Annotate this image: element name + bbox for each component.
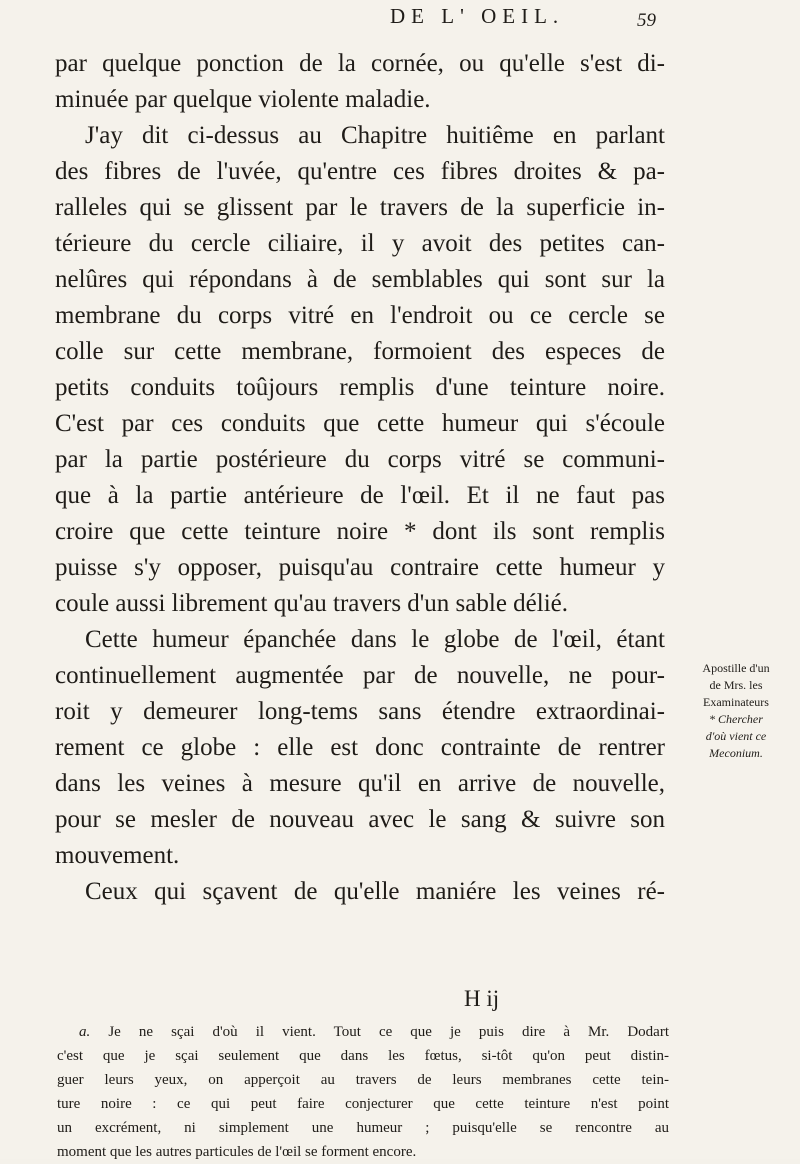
footnote-line: c'est que je sçai seulement que dans les fœtus, si-tôt qu'on peut distin- <box>57 1048 669 1064</box>
text-line: des fibres de l'uvée, qu'entre ces fibres droites & pa- <box>55 158 665 185</box>
text-line: ralleles qui se glissent par le travers de la superficie in- <box>55 194 665 221</box>
text-line: roit y demeurer long-tems sans étendre extraordinai- <box>55 698 665 725</box>
footnote-mark: a. <box>79 1024 91 1040</box>
margin-note <box>676 660 796 762</box>
margin-note-line: Examinateurs <box>703 695 769 709</box>
text-line: térieure du cercle ciliaire, il y avoit des petites can- <box>55 230 665 257</box>
signature-mark: H ij <box>464 986 500 1011</box>
footnote-line: guer leurs yeux, on apperçoit au travers de leurs membranes cette tein- <box>57 1072 669 1088</box>
main-text <box>55 46 665 910</box>
text-line: mouvement. <box>55 842 180 869</box>
footnote-text: Je ne sçai d'où il vient. Tout ce que je puis dire à Mr. Dodart <box>108 1024 669 1040</box>
text-line: C'est par ces conduits que cette humeur qui s'écoule <box>55 410 665 437</box>
footnote-line: un excrément, ni simplement une humeur ; puisqu'elle se rencontre au <box>57 1120 669 1136</box>
footnote-line: ture noire : ce qui peut faire conjecturer que cette teinture n'est point <box>57 1096 669 1112</box>
footnote-line: moment que les autres particules de l'œil se forment encore. <box>57 1144 417 1160</box>
text-line: colle sur cette membrane, formoient des especes de <box>55 338 665 365</box>
text-line: Ceux qui sçavent de qu'elle maniére les veines ré- <box>85 878 665 905</box>
footnote-line <box>57 1020 669 1044</box>
margin-note-line: * Chercher <box>709 712 763 726</box>
text-line: croire que cette teinture noire * dont ils sont remplis <box>55 518 665 545</box>
text-line: pour se mesler de nouveau avec le sang & suivre son <box>55 806 665 833</box>
margin-note-line: Meconium. <box>709 746 763 760</box>
text-line: J'ay dit ci-dessus au Chapitre huitiême en parlant <box>85 122 665 149</box>
text-line: par quelque ponction de la cornée, ou qu'elle s'est di- <box>55 50 665 77</box>
text-line: coule aussi librement qu'au travers d'un sable délié. <box>55 590 569 617</box>
text-line: que à la partie antérieure de l'œil. Et il ne faut pas <box>55 482 665 509</box>
text-line: par la partie postérieure du corps vitré se communi- <box>55 446 665 473</box>
text-line: rement ce globe : elle est donc contrainte de rentrer <box>55 734 665 761</box>
text-line: membrane du corps vitré en l'endroit ou ce cercle se <box>55 302 665 329</box>
running-title: DE L' OEIL. <box>390 4 565 28</box>
text-line: nelûres qui répondans à de semblables qui sont sur la <box>55 266 665 293</box>
text-line: Cette humeur épanchée dans le globe de l'œil, étant <box>85 626 665 653</box>
footnote <box>57 1020 669 1164</box>
margin-note-line: Apostille d'un <box>702 661 770 675</box>
page-number: 59 <box>637 10 656 31</box>
margin-note-line: de Mrs. les <box>709 678 763 692</box>
margin-note-line: d'où vient ce <box>705 729 767 743</box>
text-line: dans les veines à mesure qu'il en arrive de nouvelle, <box>55 770 665 797</box>
text-line: puisse s'y opposer, puisqu'au contraire cette humeur y <box>55 554 665 581</box>
text-line: petits conduits toûjours remplis d'une teinture noire. <box>55 374 665 401</box>
text-line: continuellement augmentée par de nouvelle, ne pour- <box>55 662 665 689</box>
text-line: minuée par quelque violente maladie. <box>55 86 431 113</box>
